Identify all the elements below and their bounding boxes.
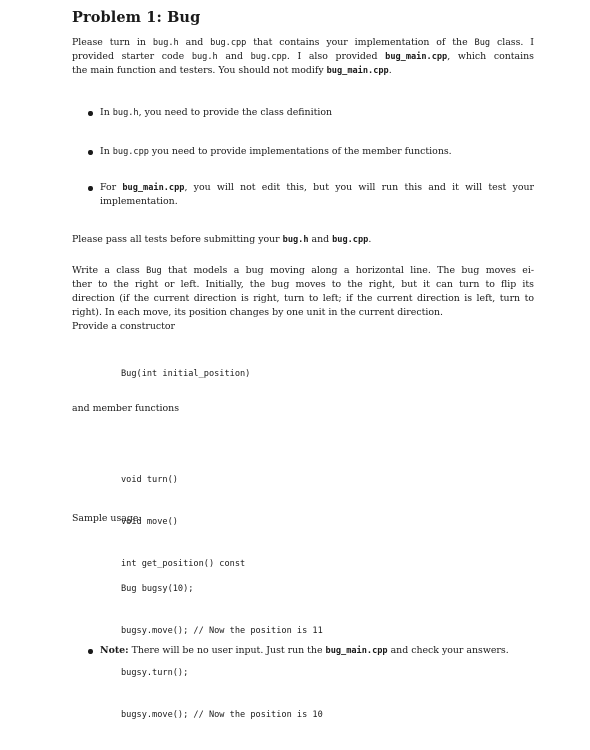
code-line: bugsy.move(); // Now the position is 11 (121, 626, 323, 636)
bullet-icon (88, 111, 93, 116)
intro-line-1: Please turn in bug.h and bug.cpp that contains your implementation of the Bug class. I (72, 37, 535, 48)
filename-bug-cpp: bug.cpp (250, 52, 287, 62)
intro-paragraph (72, 36, 534, 78)
note-label: Note: (100, 645, 129, 656)
sample-usage-label: Sample usage: (72, 513, 142, 524)
filename-bug-h: bug.h (191, 52, 218, 62)
code-line: Bug bugsy(10); (121, 584, 194, 594)
bullet-icon (88, 186, 93, 191)
code-line: bugsy.move(); // Now the position is 10 (121, 710, 323, 720)
bullet-item-bug-main: For bug_main.cpp, you will not edit this, but you will run this and it will test your implementation. (88, 181, 534, 209)
class-name-bug: Bug (146, 266, 162, 276)
class-name-bug: Bug (474, 38, 491, 48)
note-bullet: Note: There will be no user input. Just run the bug_main.cpp and check your answers. (88, 644, 534, 658)
member-functions-label: and member functions (72, 403, 180, 414)
code-line: int get_position() const (121, 559, 246, 569)
intro-line-3: the main function and testers. You should not modify bug_main.cpp. (72, 65, 392, 76)
description-paragraph: Write a class Bug that models a bug moving along a horizontal line. The bug moves ei- ther to the right or left. Initially, the bug moves to the right, but it can turn to flip its direction (if the current direction is right, turn to left; if the current direction is left, turn to right). In each move, its position changes by one unit in the current direction. Provide a constructor (72, 265, 534, 332)
pass-tests-paragraph: Please pass all tests before submitting your bug.h and bug.cpp. (72, 234, 372, 245)
code-line: void move() (121, 517, 178, 527)
filename-bug-cpp: bug.cpp (210, 38, 247, 48)
bullet-icon (88, 150, 93, 155)
code-line: void turn() (121, 475, 178, 485)
filename-bug-main-cpp: bug_main.cpp (326, 66, 389, 76)
bullet-item-bug-cpp: In bug.cpp you need to provide implementations of the member functions. (88, 145, 534, 159)
code-line: bugsy.turn(); (121, 668, 189, 678)
filename-bug-h: bug.h (152, 38, 179, 48)
bullet-item-bug-h: In bug.h, you need to provide the class definition (88, 106, 534, 120)
intro-line-2: provided starter code bug.h and bug.cpp. I also provided bug_main.cpp, which contains (72, 51, 534, 62)
filename-bug-main-cpp: bug_main.cpp (385, 52, 448, 62)
constructor-code-block: Bug(int initial_position) (121, 369, 251, 379)
problem-title: Problem 1: Bug (72, 9, 201, 26)
bullet-icon (88, 649, 93, 654)
